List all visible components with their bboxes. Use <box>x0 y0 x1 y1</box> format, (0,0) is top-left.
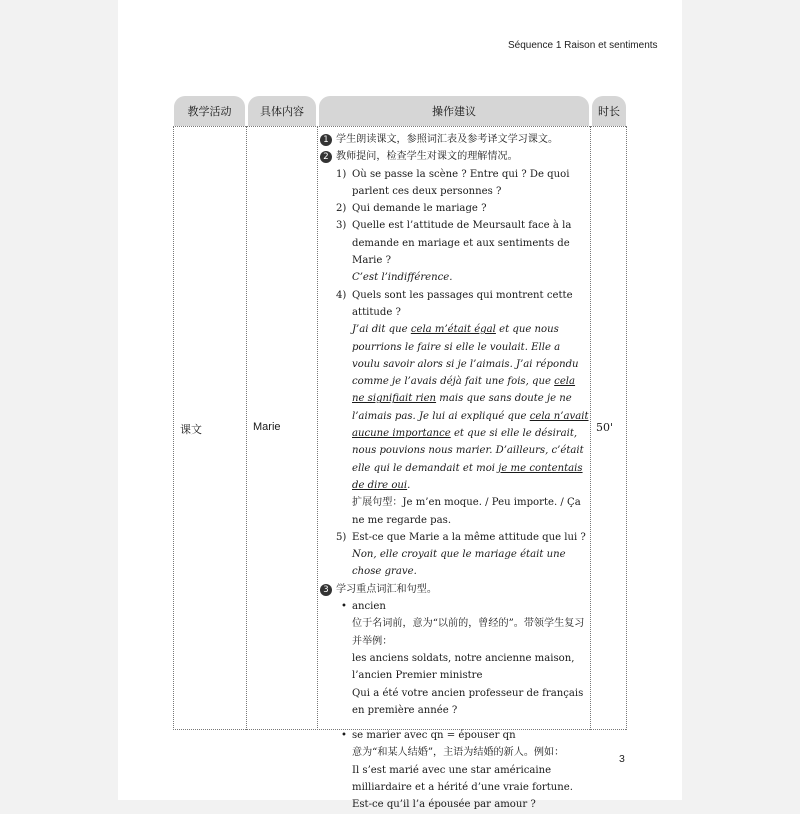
question-3 <box>320 217 590 269</box>
table-divider <box>626 126 627 730</box>
question-text: Quelle est l’attitude de Meursault face à la demande en mariage et aux sentiments de Marie ? <box>352 220 572 267</box>
number-badge: 2 <box>320 151 332 163</box>
bullet-icon: • <box>341 601 347 613</box>
question-text: Quels sont les passages qui montrent cette attitude ? <box>352 289 573 318</box>
page-number: 3 <box>619 753 625 765</box>
vocab-note: 意为“和某人结婚”，主语为结婚的新人。例如： <box>352 747 565 759</box>
section-1 <box>320 131 590 148</box>
header-content: 具体内容 <box>248 96 316 126</box>
section-text: 教师提问，检查学生对课文的理解情况。 <box>336 151 518 163</box>
question-4 <box>320 287 590 322</box>
header-activity: 教学活动 <box>174 96 245 126</box>
table-divider <box>173 126 174 730</box>
section-2 <box>320 148 590 165</box>
activity-cell: 课文 <box>180 423 202 436</box>
question-number: 5) <box>336 531 347 543</box>
question-number: 2) <box>336 203 347 215</box>
question-text: Qui demande le mariage ? <box>352 203 487 215</box>
duration-cell: 50' <box>596 421 614 434</box>
header-duration: 时长 <box>592 96 626 126</box>
question-number: 3) <box>336 220 347 232</box>
running-head: Séquence 1 Raison et sentiments <box>508 40 658 51</box>
underlined-phrase: cela n’avait aucune importance <box>352 410 589 440</box>
question-number: 4) <box>336 289 347 301</box>
table-divider <box>317 126 318 730</box>
table-divider <box>246 126 247 730</box>
question-number: 1) <box>336 168 347 180</box>
vocab-note: 位于名词前，意为“以前的，曾经的”。带领学生复习并举例： <box>352 618 585 647</box>
answer-5: Non, elle croyait que le mariage était une chose grave. <box>352 549 566 578</box>
answer-4-quote: J’ai dit que cela m’était égal et que nous pourrions le faire si elle le voulait. Elle a voulu savoir alors si je l’aimais. J’ai répondu comme je l’avais déjà fait une fois, que cela ne signifiait rien mais que sans doute je ne l’aimais pas. Je lui ai expliqué que cela n’avait aucune importance et que si elle le désirait, nous pouvions nous marier. D’ailleurs, c’était elle qui le demandait et moi je me contentais de dire oui. <box>352 324 589 491</box>
section-3 <box>320 581 590 598</box>
vocab-example: les anciens soldats, notre ancienne maison, l’ancien Premier ministre <box>352 652 575 682</box>
bullet-icon: • <box>341 730 347 742</box>
underlined-phrase: je me contentais de dire oui <box>352 462 583 491</box>
question-2 <box>320 200 590 217</box>
suggestions-cell <box>320 131 590 814</box>
section-text: 学生朗读课文，参照词汇表及参考译文学习课文。 <box>336 134 559 145</box>
question-text: Où se passe la scène ? Entre qui ? De quoi parlent ces deux personnes ? <box>352 168 570 197</box>
answer-3: C’est l’indifférence. <box>352 272 453 284</box>
question-text: Est-ce que Marie a la même attitude que lui ? <box>352 531 586 543</box>
vocab-example: Il s’est marié avec une star américaine milliardaire et a hérité d’une vraie fortune. Est-ce qu’il l’a épousée par amour ? <box>352 764 573 811</box>
content-cell: Marie <box>253 421 281 433</box>
header-suggestions: 操作建议 <box>319 96 589 126</box>
vocab-item-ancien <box>320 598 590 719</box>
vocab-word: se marier avec qn = épouser qn <box>352 730 516 742</box>
table-top-rule <box>173 126 626 127</box>
number-badge: 3 <box>320 584 332 596</box>
question-1 <box>320 166 590 201</box>
section-text: 学习重点词汇和句型。 <box>336 583 437 595</box>
underlined-phrase: cela ne signifiait rien <box>352 376 576 405</box>
table-divider <box>590 126 591 730</box>
vocab-example: Qui a été votre ancien professeur de français en première année ? <box>352 687 584 716</box>
expansion-patterns: 扩展句型：Je m’en moque. / Peu importe. / Ça ne me regarde pas. <box>352 497 581 526</box>
vocab-word: ancien <box>352 601 386 613</box>
vocab-item-se-marier <box>320 727 590 813</box>
underlined-phrase: cela m’était égal <box>410 324 496 336</box>
number-badge: 1 <box>320 134 332 146</box>
question-5 <box>320 529 590 546</box>
